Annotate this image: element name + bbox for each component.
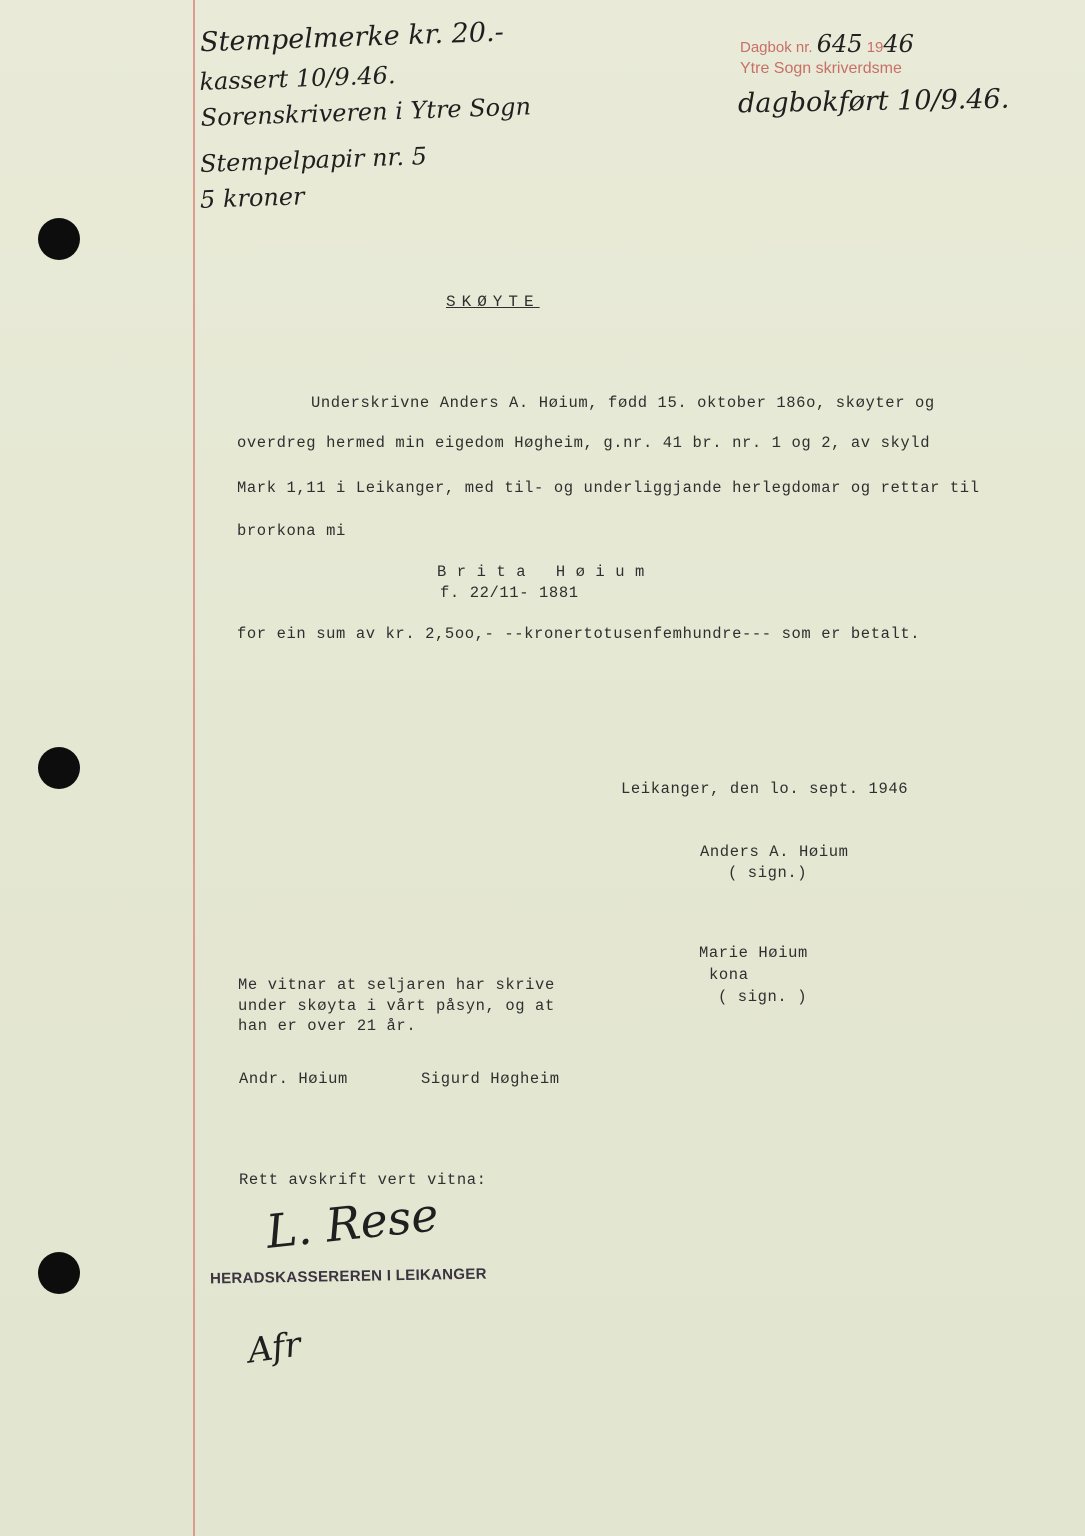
document-title: SKØYTE [446, 293, 540, 311]
red-margin-line [193, 0, 195, 1536]
official-signature: L. Rese [263, 1187, 441, 1259]
paragraph-line: overdreg hermed min eigedom Høgheim, g.nr. 41 br. nr. 1 og 2, av skyld [237, 434, 931, 452]
signer2-role: kona [709, 966, 749, 984]
punch-hole [38, 218, 80, 260]
signer2-name: Marie Høium [699, 944, 808, 962]
office-stamp: Ytre Sogn skriverdsme [740, 60, 902, 77]
witness1-name: Andr. Høium [239, 1070, 348, 1088]
witness-line: under skøyta i vårt påsyn, og at [238, 997, 555, 1015]
handwritten-note-stamp: Stempelmerke kr. 20.- [199, 16, 505, 59]
dagbok-number: 645 [816, 30, 863, 58]
handwritten-note-kroner: 5 kroner [199, 182, 305, 214]
signer2-sign: ( sign. ) [718, 988, 808, 1006]
paragraph-line: Mark 1,11 i Leikanger, med til- og underliggjande herlegdomar og rettar til [237, 479, 980, 497]
witness2-name: Sigurd Høgheim [421, 1070, 560, 1088]
place-date: Leikanger, den lo. sept. 1946 [621, 780, 909, 798]
handwritten-note-cancelled: kassert 10/9.46. Sorenskriveren i Ytre Sogn [198, 61, 532, 132]
punch-hole [38, 1252, 80, 1294]
dagbok-stamp [740, 30, 914, 58]
witness-line: Me vitnar at seljaren har skrive [238, 976, 555, 994]
handwritten-dagbokfort: dagbokført 10/9.46. [737, 83, 1010, 120]
punch-hole [38, 747, 80, 789]
signer1-sign: ( sign.) [728, 864, 808, 882]
paragraph-line: brorkona mi [237, 522, 346, 540]
dagbok-year-prefix: 19 [866, 39, 884, 56]
paragraph-line: Underskrivne Anders A. Høium, fødd 15. oktober 186o, skøyter og [311, 394, 935, 412]
signer1-name: Anders A. Høium [700, 843, 849, 861]
certified-line: Rett avskrift vert vitna: [239, 1171, 487, 1189]
recipient-name: B r i t a H ø i u m [437, 563, 645, 581]
dagbok-label: Dagbok nr. [740, 39, 813, 56]
witness-line: han er over 21 år. [238, 1017, 417, 1035]
handwritten-note-paper: Stempelpapir nr. 5 [199, 142, 428, 178]
recipient-born: f. 22/11- 1881 [440, 584, 579, 602]
sum-line: for ein sum av kr. 2,5oo,- --kronertotusenfemhundre--- som er betalt. [237, 625, 921, 643]
initials: Afr [245, 1324, 304, 1372]
official-stamp: HERADSKASSEREREN I LEIKANGER [209, 1265, 487, 1288]
dagbok-year: 46 [883, 30, 914, 58]
